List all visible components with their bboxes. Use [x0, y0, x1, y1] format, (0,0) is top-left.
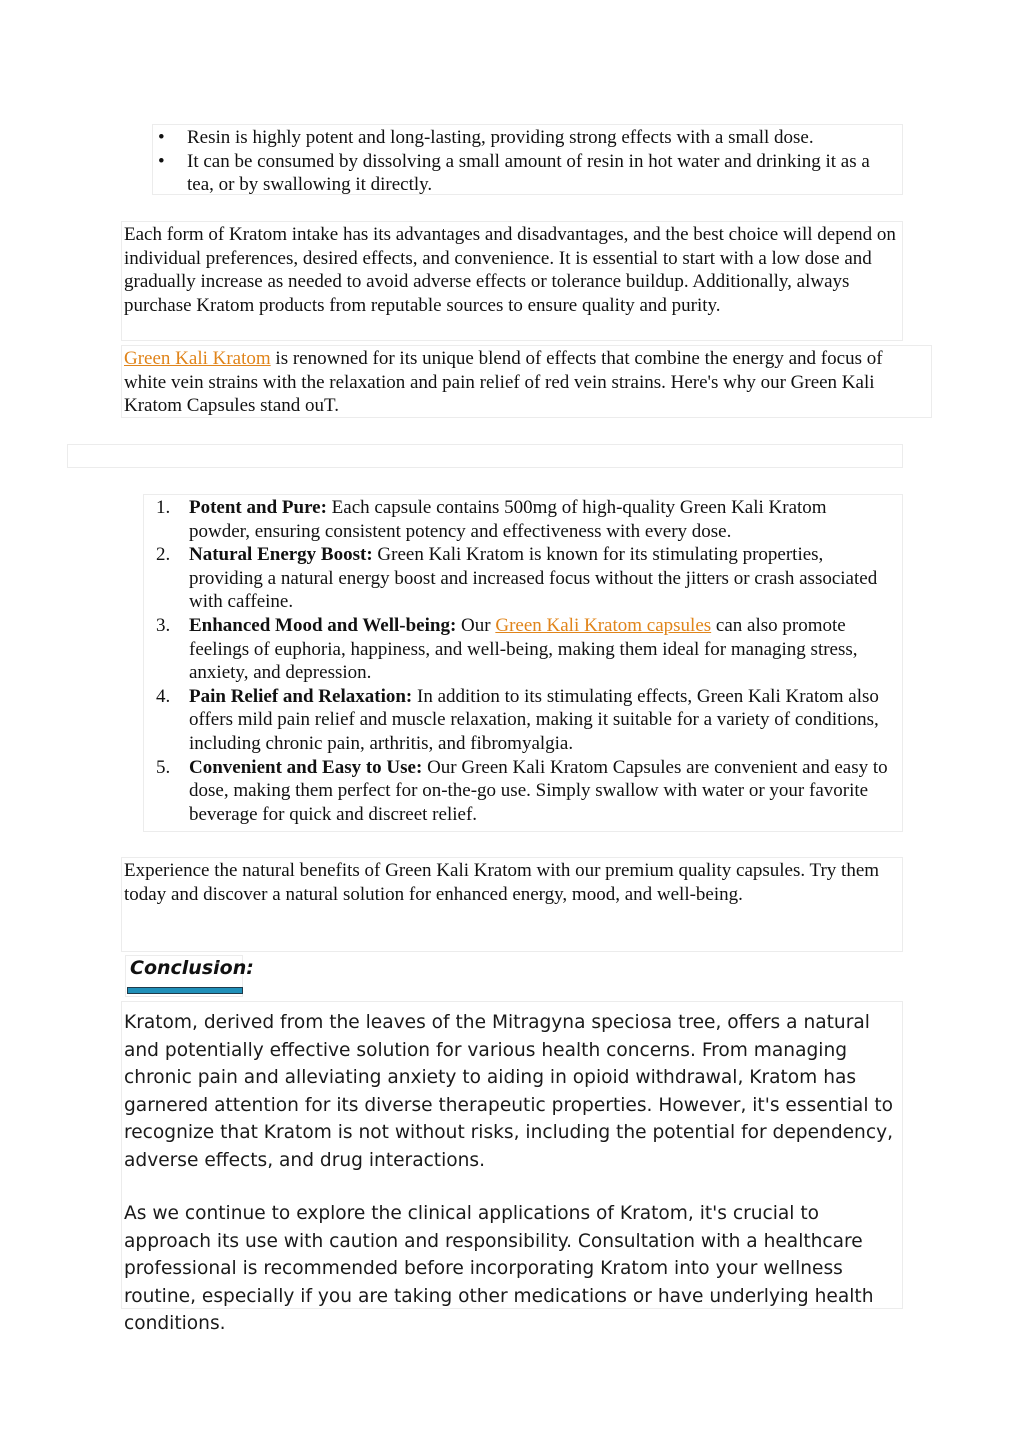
green-kali-intro-text: is renowned for its unique blend of effects that combine the energy and focus of white vein strains with the relaxation and pain relief of red vein strains. Here's why our Green Kali Kratom Capsules stand ouT. — [124, 348, 883, 417]
list-item — [146, 614, 890, 685]
benefit-text: Our Green Kali Kratom Capsules are convenient and easy to dose, making them perfect for on-the-go use. Simply swallow with water or your favorite beverage for quick and discreet relief. — [189, 756, 888, 825]
benefit-title: Enhanced Mood and Well-being: — [189, 614, 457, 636]
benefit-text: In addition to its stimulating effects, Green Kali Kratom also offers mild pain relief and muscle relaxation, making it suitable for a variety of conditions, including chronic pain, arthritis, and fibromyalgia. — [189, 685, 879, 754]
list-item — [146, 543, 890, 614]
conclusion-heading-underline — [127, 987, 243, 994]
list-number: 1. — [156, 497, 171, 518]
list-number: 2. — [156, 544, 171, 566]
resin-bullet-list-block — [152, 124, 903, 195]
benefit-title: Pain Relief and Relaxation: — [189, 685, 413, 707]
benefit-title: Natural Energy Boost: — [189, 544, 373, 566]
list-item — [146, 685, 890, 756]
list-item: • Resin is highly potent and long-lasting, providing strong effects with a small dose. — [155, 126, 892, 150]
benefits-list — [146, 496, 890, 826]
conclusion-paragraph-1: Kratom, derived from the leaves of the Mitragyna speciosa tree, offers a natural and potentially effective solution for various health concerns. From managing chronic pain and alleviating anxiety to aiding in opioid withdrawal, Kratom has garnered attention for its diverse therapeutic properties. However, it's essential to recognize that Kratom is not without risks, including the potential for dependency, adverse effects, and drug interactions. — [124, 1012, 894, 1171]
green-kali-intro-paragraph — [124, 347, 925, 418]
list-item — [146, 756, 890, 827]
list-item: • It can be consumed by dissolving a small amount of resin in hot water and drinking it as a tea, or by swallowing it directly. — [155, 150, 892, 197]
list-item — [146, 496, 890, 543]
experience-paragraph-block — [121, 857, 903, 952]
list-number: 4. — [156, 685, 171, 707]
benefit-text: can also promote feelings of euphoria, happiness, and well-being, making them ideal for managing stress, anxiety, and depression. — [189, 614, 858, 684]
conclusion-heading: Conclusion: — [130, 957, 254, 979]
intake-paragraph-block — [121, 221, 903, 341]
empty-spacer-box — [67, 444, 903, 468]
benefits-list-block — [143, 494, 903, 832]
benefit-pre: Our — [456, 614, 496, 636]
green-kali-kratom-link[interactable]: Green Kali Kratom — [124, 348, 271, 369]
benefit-text: Each capsule contains 500mg of high-quality Green Kali Kratom powder, ensuring consistent potency and effectiveness with every dose. — [189, 497, 827, 542]
intake-paragraph: Each form of Kratom intake has its advantages and disadvantages, and the best choice will depend on individual preferences, desired effects, and convenience. It is essential to start with a low dose and gradually increase as needed to avoid adverse effects or tolerance buildup. Additionally, always purchase Kratom products from reputable sources to ensure quality and purity. — [124, 224, 896, 316]
experience-paragraph: Experience the natural benefits of Green Kali Kratom with our premium quality capsules. Try them today and discover a natural solution for enhanced energy, mood, and well-being. — [124, 860, 880, 905]
list-number: 3. — [156, 614, 171, 636]
benefit-title: Potent and Pure: — [189, 497, 327, 518]
conclusion-paragraph-2: As we continue to explore the clinical applications of Kratom, it's crucial to approach its use with caution and responsibility. Consultation with a healthcare professional is recommended before incorporating Kratom into your wellness routine, especially if you are taking other medications or have underlying health conditions. — [124, 1203, 874, 1334]
green-kali-intro-block — [121, 345, 932, 418]
benefit-title: Convenient and Easy to Use: — [189, 756, 423, 778]
benefit-text: Green Kali Kratom is known for its stimulating properties, providing a natural energy boost and increased focus without the jitters or crash associated with caffeine. — [189, 544, 878, 613]
resin-bullet-list — [155, 126, 892, 197]
list-number: 5. — [156, 756, 171, 778]
green-kali-kratom-capsules-link[interactable]: Green Kali Kratom capsules — [495, 614, 712, 636]
